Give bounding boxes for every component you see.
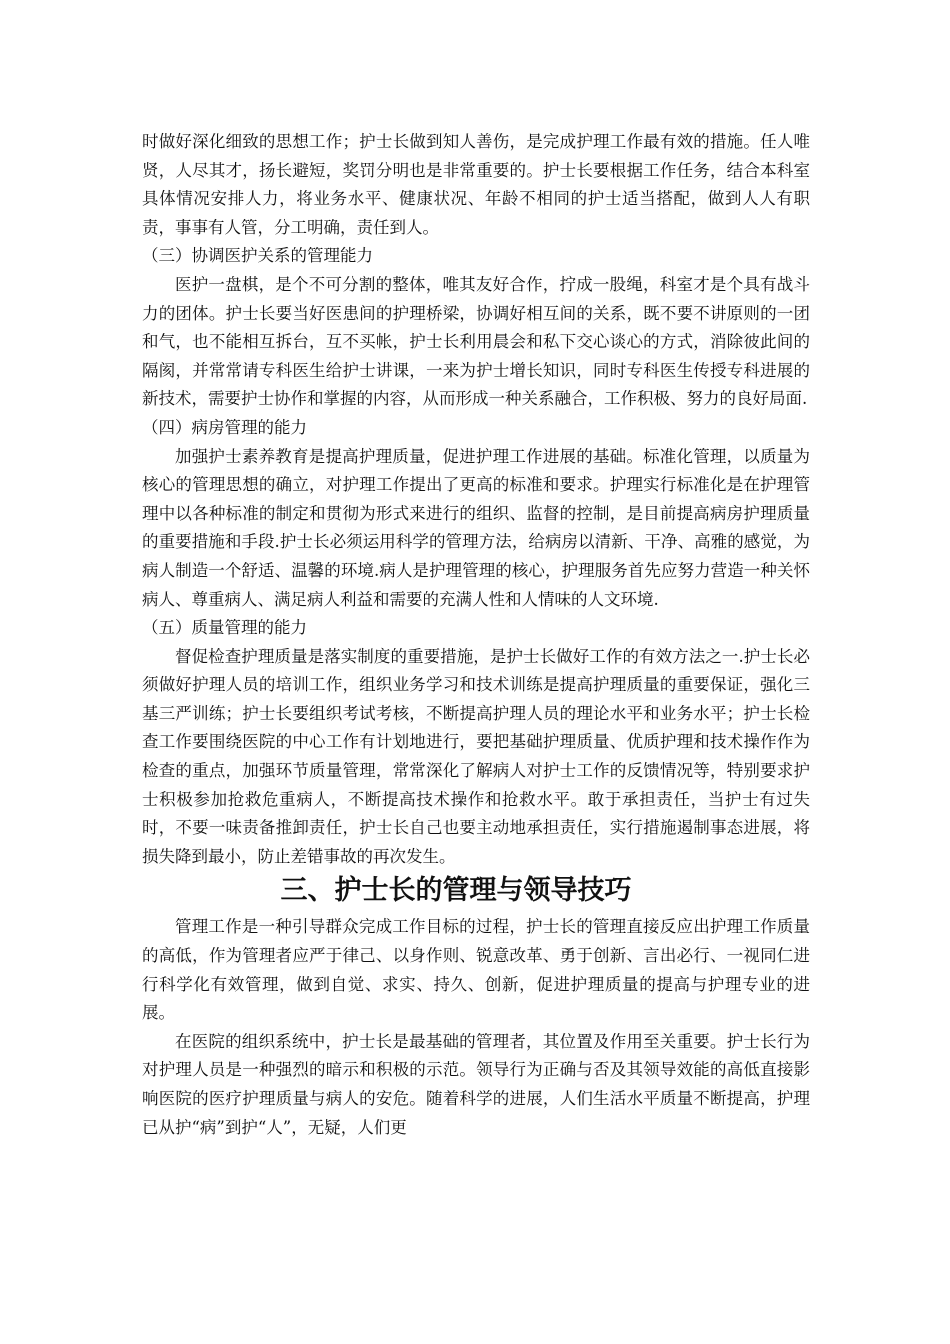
paragraph-6: 管理工作是一种引导群众完成工作目标的过程，护士长的管理直接反应出护理工作质量的高低，作为管理者应严于律己、以身作则、锐意改革、勇于创新、言出必行、一视同仁进行科学化有效管理，做到自觉、求实、持久、创新，促进护理质量的提高与护理专业的进展。 bbox=[142, 917, 810, 1023]
paragraph-3: 医护一盘棋，是个不可分割的整体，唯其友好合作，拧成一股绳，科室才是个具有战斗力的团体。护士长要当好医患间的护理桥梁，协调好相互间的关系，既不要不讲原则的一团和气，也不能相互拆台，互不买帐，护士长利用晨会和私下交心谈心的方式，消除彼此间的隔阂，并常常请专科医生给护士讲课，一来为护士增长知识，同时专科医生传授专科进展的新技术，需要护士协作和掌握的内容，从而形成一种关系融合，工作积极、努力的良好局面. bbox=[142, 274, 810, 409]
paragraph-5: 督促检查护理质量是落实制度的重要措施，是护士长做好工作的有效方法之一.护士长必须做好护理人员的培训工作，组织业务学习和技术训练是提高护理质量的重要保证，强化三基三严训练；护士长要组织考试考核，不断提高护理人员的理论水平和业务水平；护士长检查工作要围绕医院的中心工作有计划地进行，要把基础护理质量、优质护理和技术操作作为检查的重点，加强环节质量管理，常常深化了解病人对护士工作的反馈情况等，特别要求护士积极参加抢救危重病人，不断提高技术操作和抢救水平。敢于承担责任，当护士有过失时，不要一味责备推卸责任，护士长自己也要主动地承担责任，实行措施遏制事态进展，将损失降到最小，防止差错事故的再次发生。 bbox=[142, 646, 810, 866]
subheading-3: （三）协调医护关系的管理能力 bbox=[142, 246, 373, 266]
section-title: 三、护士长的管理与领导技巧 bbox=[280, 875, 632, 907]
subheading-5: （五）质量管理的能力 bbox=[142, 618, 307, 638]
paragraph-7: 在医院的组织系统中，护士长是最基础的管理者，其位置及作用至关重要。护士长行为对护理人员是一种强烈的暗示和积极的示范。领导行为正确与否及其领导效能的高低直接影响医院的医疗护理质量与病人的安危。随着科学的进展，人们生活水平质量不断提高，护理已从护“病”到护“人”，无疑，人们更 bbox=[142, 1031, 810, 1137]
document-page bbox=[142, 128, 810, 1142]
subheading-4: （四）病房管理的能力 bbox=[142, 417, 307, 437]
paragraph-4: 加强护士素养教育是提高护理质量，促进护理工作进展的基础。标准化管理，以质量为核心的管理思想的确立，对护理工作提出了更高的标准和要求。护理实行标准化是在护理管理中以各种标准的制定和贯彻为形式来进行的组织、监督的控制，是目前提高病房护理质量的重要措施和手段.护士长必须运用科学的管理方法，给病房以清新、干净、高雅的感觉，为病人制造一个舒适、温馨的环境.病人是护理管理的核心，护理服务首先应努力营造一种关怀病人、尊重病人、满足病人利益和需要的充满人性和人情味的人文环境. bbox=[142, 446, 810, 609]
paragraph-intro: 时做好深化细致的思想工作；护士长做到知人善伤，是完成护理工作最有效的措施。任人唯贤，人尽其才，扬长避短，奖罚分明也是非常重要的。护士长要根据工作任务，结合本科室具体情况安排人力，将业务水平、健康状况、年龄不相同的护士适当搭配，做到人人有职责，事事有人管，分工明确，责任到人。 bbox=[142, 132, 810, 237]
